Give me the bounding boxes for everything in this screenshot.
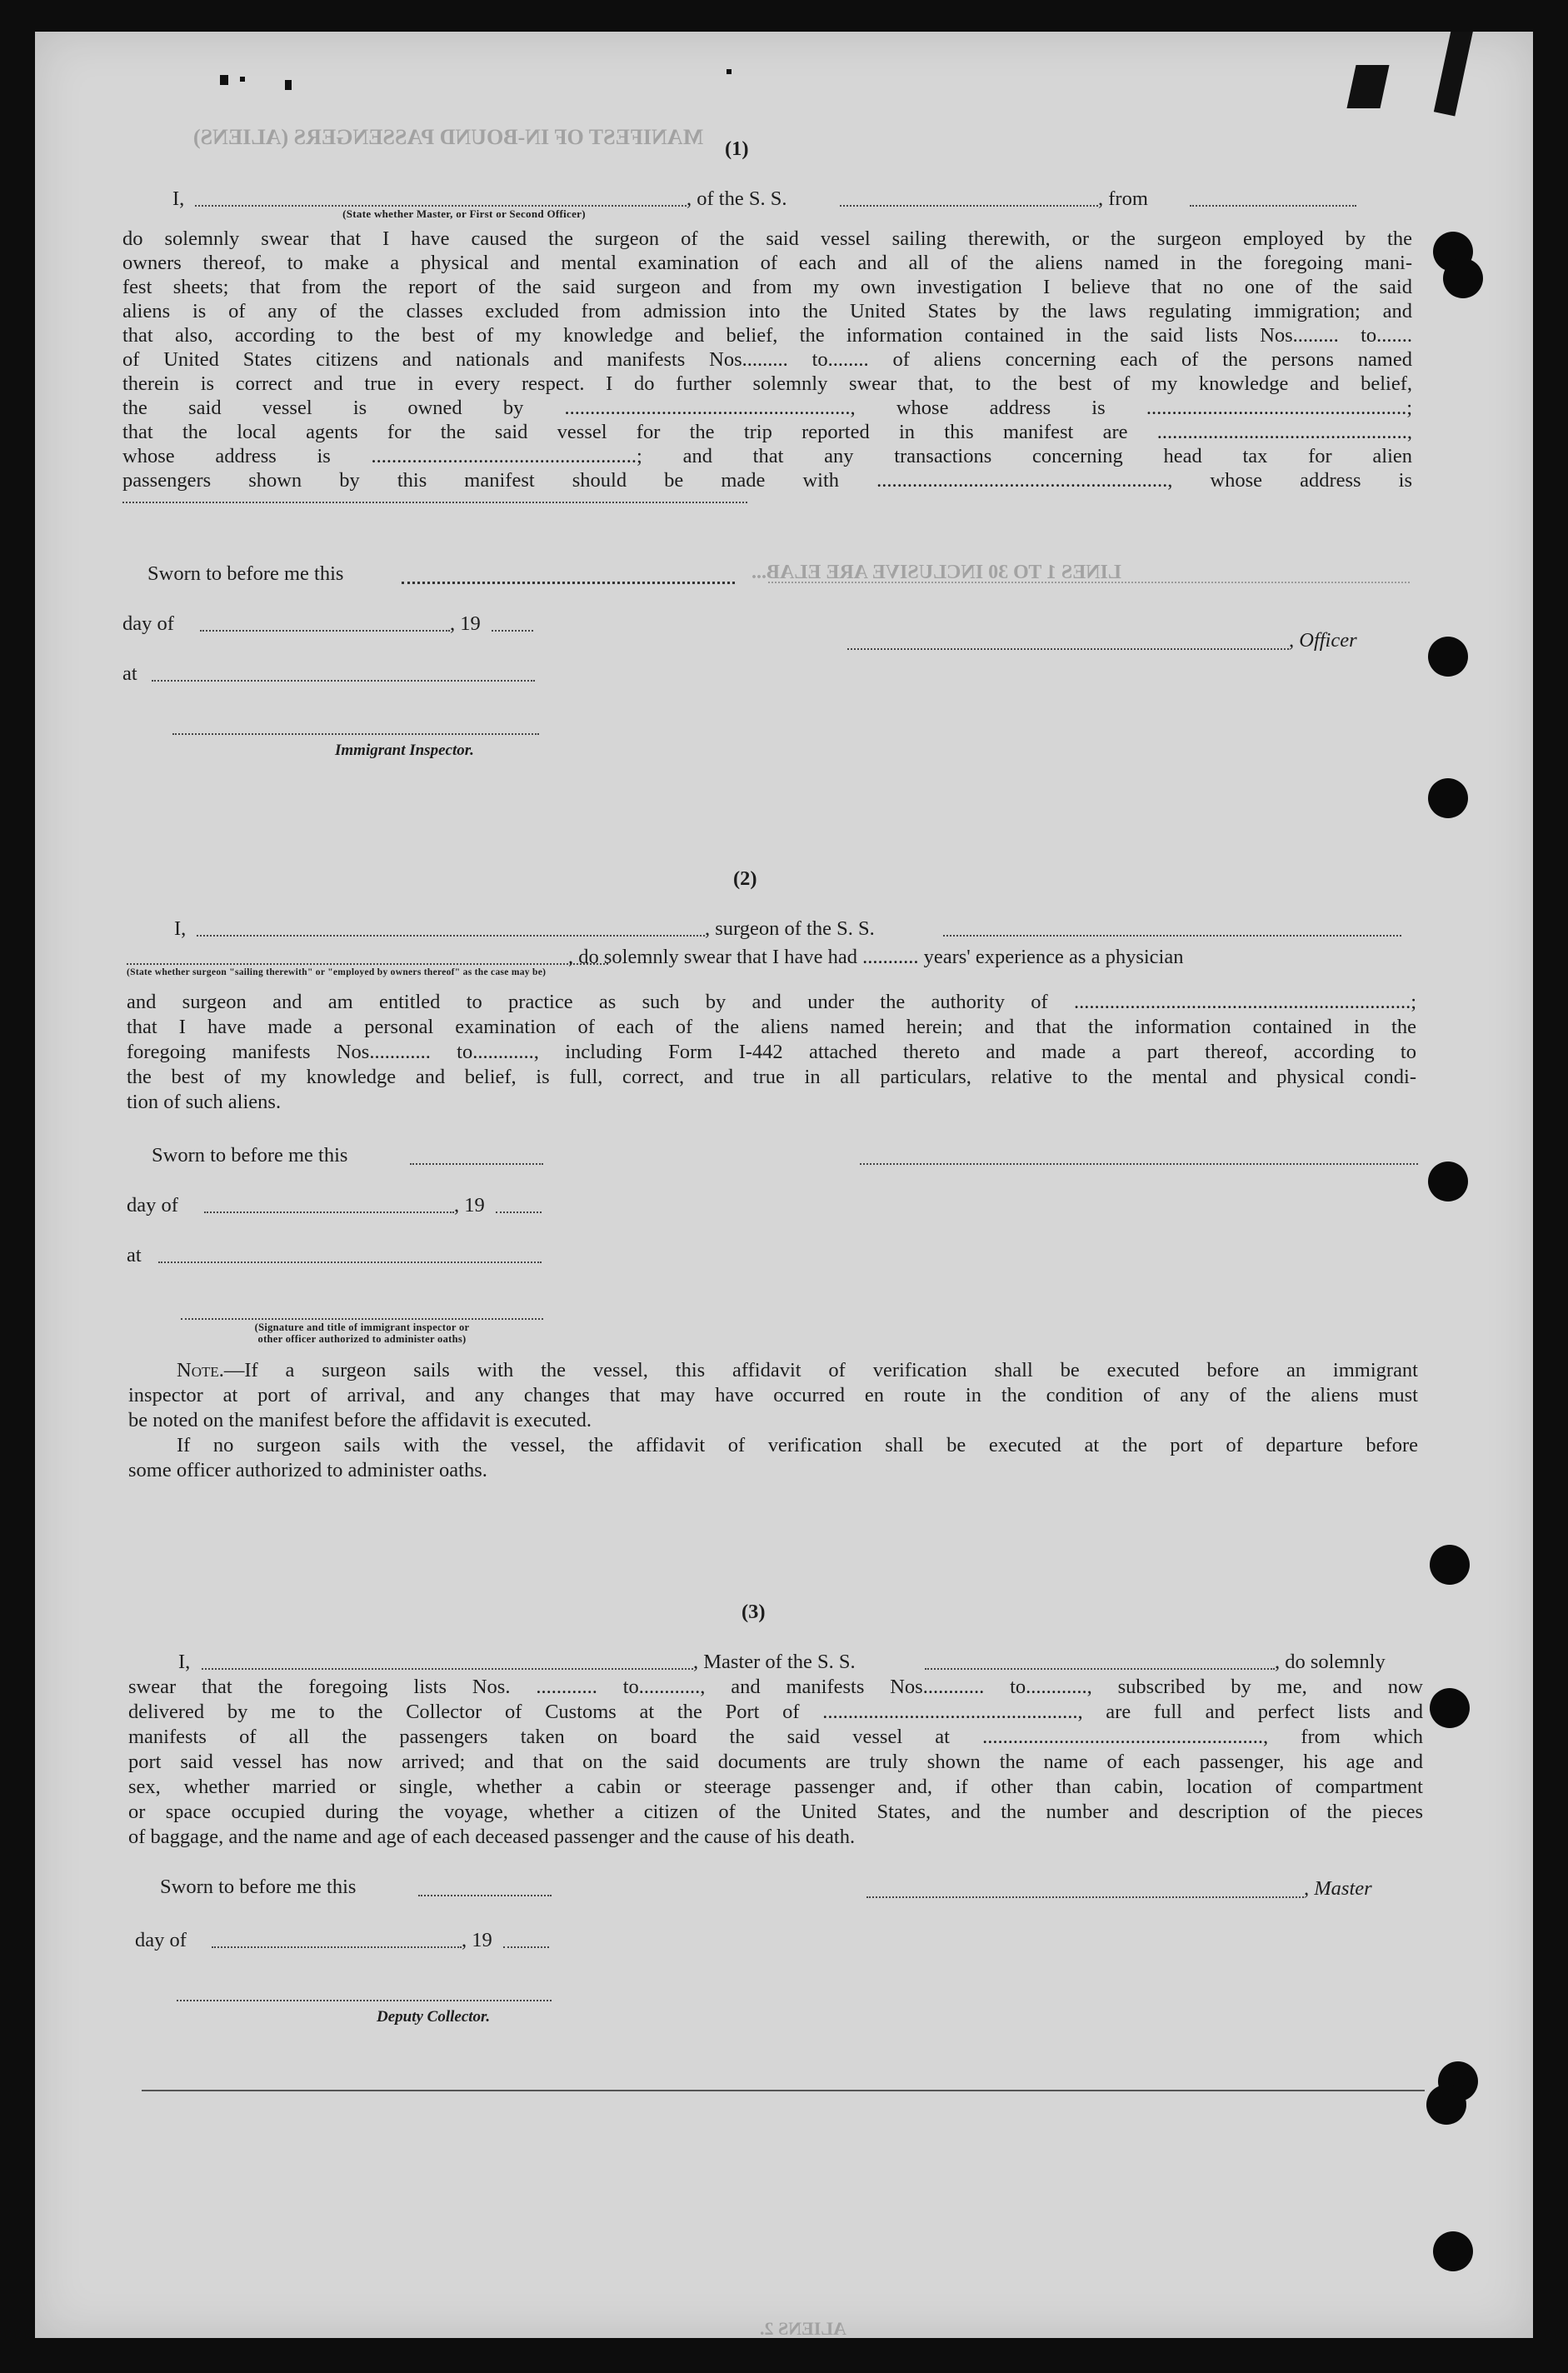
top-mark: [240, 77, 245, 82]
section-3-year-blank: [503, 1946, 549, 1948]
section-1-inspector-label: Immigrant Inspector.: [335, 742, 474, 759]
bleed-through-lines: LINES 1 TO 30 INCLUSIVE ARE ELAB...: [752, 562, 1121, 583]
punch-hole: [1430, 1545, 1470, 1585]
section-1-paragraph-line: the said vessel is owned by ........................................................, whose address is ...................................................;: [122, 397, 1412, 419]
section-1-paragraph-line: do solemnly swear that I have caused the surgeon of the said vessel sailing therewith, or the surgeon employed by the: [122, 227, 1412, 250]
section-2-inspector-blank: [181, 1318, 543, 1320]
section-2-paragraph-line: that I have made a personal examination of each of the aliens named herein; and that the information contained in the: [127, 1016, 1416, 1038]
section-2-note-line: If no surgeon sails with the vessel, the affidavit of verification shall be executed at the port of departure before: [177, 1434, 1418, 1456]
section-2-note-line: [177, 1358, 1418, 1383]
section-2-line1-start: I,: [174, 917, 187, 940]
punch-hole: [1426, 2085, 1466, 2125]
section-2-number: (2): [733, 867, 757, 890]
section-3-line1-end: , do solemnly: [1275, 1651, 1386, 1673]
section-3-day-of-label: day of: [135, 1929, 187, 1951]
section-2-note-line: be noted on the manifest before the affidavit is executed.: [128, 1409, 592, 1431]
section-3-line1-ship: , Master of the S. S.: [693, 1651, 856, 1673]
section-1-ship-blank: [840, 205, 1098, 207]
section-2-sig-note: (Signature and title of immigrant inspector or: [254, 1321, 470, 1333]
section-3-paragraph-line: port said vessel has now arrived; and that on the said documents are truly shown the name of each passenger, his age and: [128, 1751, 1423, 1773]
bleed-through-title: MANIFEST OF IN-BOUND PASSENGERS (ALIENS): [193, 125, 704, 149]
section-1-at-label: at: [122, 662, 137, 685]
section-3-line1-start: I,: [178, 1651, 191, 1673]
section-1-year-blank: [492, 630, 533, 632]
section-2-paragraph-line: tion of such aliens.: [127, 1091, 282, 1113]
section-2-year-blank: [496, 1211, 542, 1213]
section-1-paragraph-line: owners thereof, to make a physical and mental examination of each and all of the aliens named in the foregoing mani-: [122, 252, 1412, 274]
punch-hole: [1443, 258, 1483, 298]
section-1-paragraph-line: that also, according to the best of my knowledge and belief, the information contained in the said lists Nos......... to.......: [122, 324, 1412, 347]
note-label: Note.: [177, 1359, 224, 1381]
section-2-paragraph-line: and surgeon and am entitled to practice as such by and under the authority of ..................................................................;: [127, 991, 1416, 1013]
section-1-day-of-label: day of: [122, 612, 174, 635]
section-1-paragraph-line: passengers shown by this manifest should be made with ........................................................., whose address is: [122, 469, 1412, 492]
bleed-through-footer: ALIENS 2.: [760, 2318, 846, 2338]
section-1-inspector-blank: [172, 733, 539, 735]
section-1-number: (1): [725, 137, 749, 160]
punch-hole: [1433, 2231, 1473, 2271]
section-3-deputy-label: Deputy Collector.: [377, 2008, 491, 2026]
section-2-status-note: (State whether surgeon "sailing therewith" or "employed by owners thereof" as the case may be): [127, 967, 547, 977]
section-2-line2: , do solemnly swear that I have had ........... years' experience as a physician: [568, 946, 1184, 968]
punch-hole: [1428, 1162, 1468, 1201]
section-1-paragraph-line: of United States citizens and nationals and manifests Nos......... to........ of aliens concerning each of the persons named: [122, 348, 1412, 371]
section-1-sworn-label: Sworn to before me this: [147, 562, 344, 585]
section-2-signature-blank: [860, 1163, 1418, 1165]
top-mark: [285, 80, 292, 90]
section-2-sworn-blank: [410, 1163, 543, 1165]
section-2-line1-ship: , surgeon of the S. S.: [705, 917, 875, 940]
section-1-line1-from: , from: [1098, 187, 1148, 210]
section-1-sworn-blank: [402, 582, 735, 584]
punch-hole: [1428, 637, 1468, 677]
section-3-paragraph-line: delivered by me to the Collector of Customs at the Port of .................................................., are full and perfect lists and: [128, 1701, 1423, 1723]
top-mark: [727, 69, 732, 74]
section-3-sworn-blank: [418, 1895, 552, 1896]
section-3-paragraph-line: manifests of all the passengers taken on board the said vessel at ......................................................., from which: [128, 1726, 1423, 1748]
section-1-rank-blank: [195, 205, 687, 207]
section-3-ship-blank: [925, 1668, 1275, 1670]
section-1-from-blank: [1190, 205, 1356, 207]
section-1-paragraph-line: fest sheets; that from the report of the said surgeon and from my own investigation I believe that no one of the said: [122, 276, 1412, 298]
section-1-officer-blank: [847, 648, 1289, 650]
section-2-day-of-label: day of: [127, 1194, 178, 1216]
section-2-note-line: inspector at port of arrival, and any changes that may have occurred en route in the condition of any of the aliens must: [128, 1384, 1418, 1406]
section-3-master-blank: [866, 1896, 1304, 1898]
section-1-paragraph-line: aliens is of any of the classes excluded from admission into the United States by the laws regulating immigration; and: [122, 300, 1412, 322]
section-1-day-blank: [200, 630, 450, 632]
section-1-line1-start: I,: [172, 187, 185, 210]
section-2-status-blank: [127, 963, 608, 965]
section-3-master-label: , Master: [1304, 1877, 1372, 1900]
section-2-ship-blank: [943, 935, 1401, 937]
section-3-sworn-label: Sworn to before me this: [160, 1876, 357, 1898]
section-3-paragraph-line: swear that the foregoing lists Nos. ............ to............, and manifests Nos............ to............, subscribed by me, and now: [128, 1676, 1423, 1698]
section-2-name-blank: [197, 935, 705, 937]
section-2-paragraph-line: foregoing manifests Nos............ to............, including Form I-442 attached thereto and made a part thereof, according to: [127, 1041, 1416, 1063]
section-2-sig-note: other officer authorized to administer oaths): [257, 1333, 467, 1345]
section-1-paragraph-line: whose address is ....................................................; and that any transactions concerning head tax for alien: [122, 445, 1412, 467]
section-3-day-blank: [212, 1946, 462, 1948]
section-1-line1-ship: , of the S. S.: [687, 187, 787, 210]
section-2-day-blank: [204, 1211, 454, 1213]
section-3-name-blank: [202, 1668, 693, 1670]
section-1-year-label: , 19: [450, 612, 481, 635]
section-1-rank-note: (State whether Master, or First or Second Officer): [342, 207, 586, 220]
section-2-at-label: at: [127, 1244, 142, 1266]
section-1-officer-label: , Officer: [1289, 629, 1357, 652]
section-1-paragraph-line: therein is correct and true in every respect. I do further solemnly swear that, to the best of my knowledge and belief,: [122, 372, 1412, 395]
section-3-paragraph-line: of baggage, and the name and age of each deceased passenger and the cause of his death.: [128, 1826, 856, 1848]
section-3-paragraph-line: sex, whether married or single, whether a cabin or steerage passenger and, if other than cabin, location of compartment: [128, 1776, 1423, 1798]
section-3-year-label: , 19: [462, 1929, 492, 1951]
note-text: —If a surgeon sails with the vessel, this affidavit of verification shall be executed before an immigrant: [223, 1359, 1418, 1381]
section-1-at-blank: [152, 680, 535, 682]
punch-hole: [1430, 1688, 1470, 1728]
section-2-note-line: some officer authorized to administer oaths.: [128, 1459, 487, 1481]
section-1-sworn-ghost-rule: [768, 582, 1410, 583]
section-2-sworn-label: Sworn to before me this: [152, 1144, 348, 1167]
manifest-page: [35, 32, 1533, 2338]
top-mark: [1434, 32, 1474, 117]
section-3-deputy-blank: [177, 2000, 552, 2001]
section-1-address-blank: [122, 502, 747, 503]
section-2-year-label: , 19: [454, 1194, 485, 1216]
section-3-number: (3): [742, 1601, 766, 1623]
section-1-paragraph-line: that the local agents for the said vessel for the trip reported in this manifest are .................................................,: [122, 421, 1412, 443]
section-2-paragraph-line: the best of my knowledge and belief, is full, correct, and true in all particulars, relative to the mental and physical condi-: [127, 1066, 1416, 1088]
section-2-at-blank: [158, 1261, 542, 1263]
section-3-paragraph-line: or space occupied during the voyage, whether a citizen of the United States, and the number and description of the pieces: [128, 1801, 1423, 1823]
punch-hole: [1428, 778, 1468, 818]
top-mark: [220, 75, 228, 85]
bottom-divider: [142, 2090, 1425, 2091]
top-mark: [1346, 65, 1389, 108]
